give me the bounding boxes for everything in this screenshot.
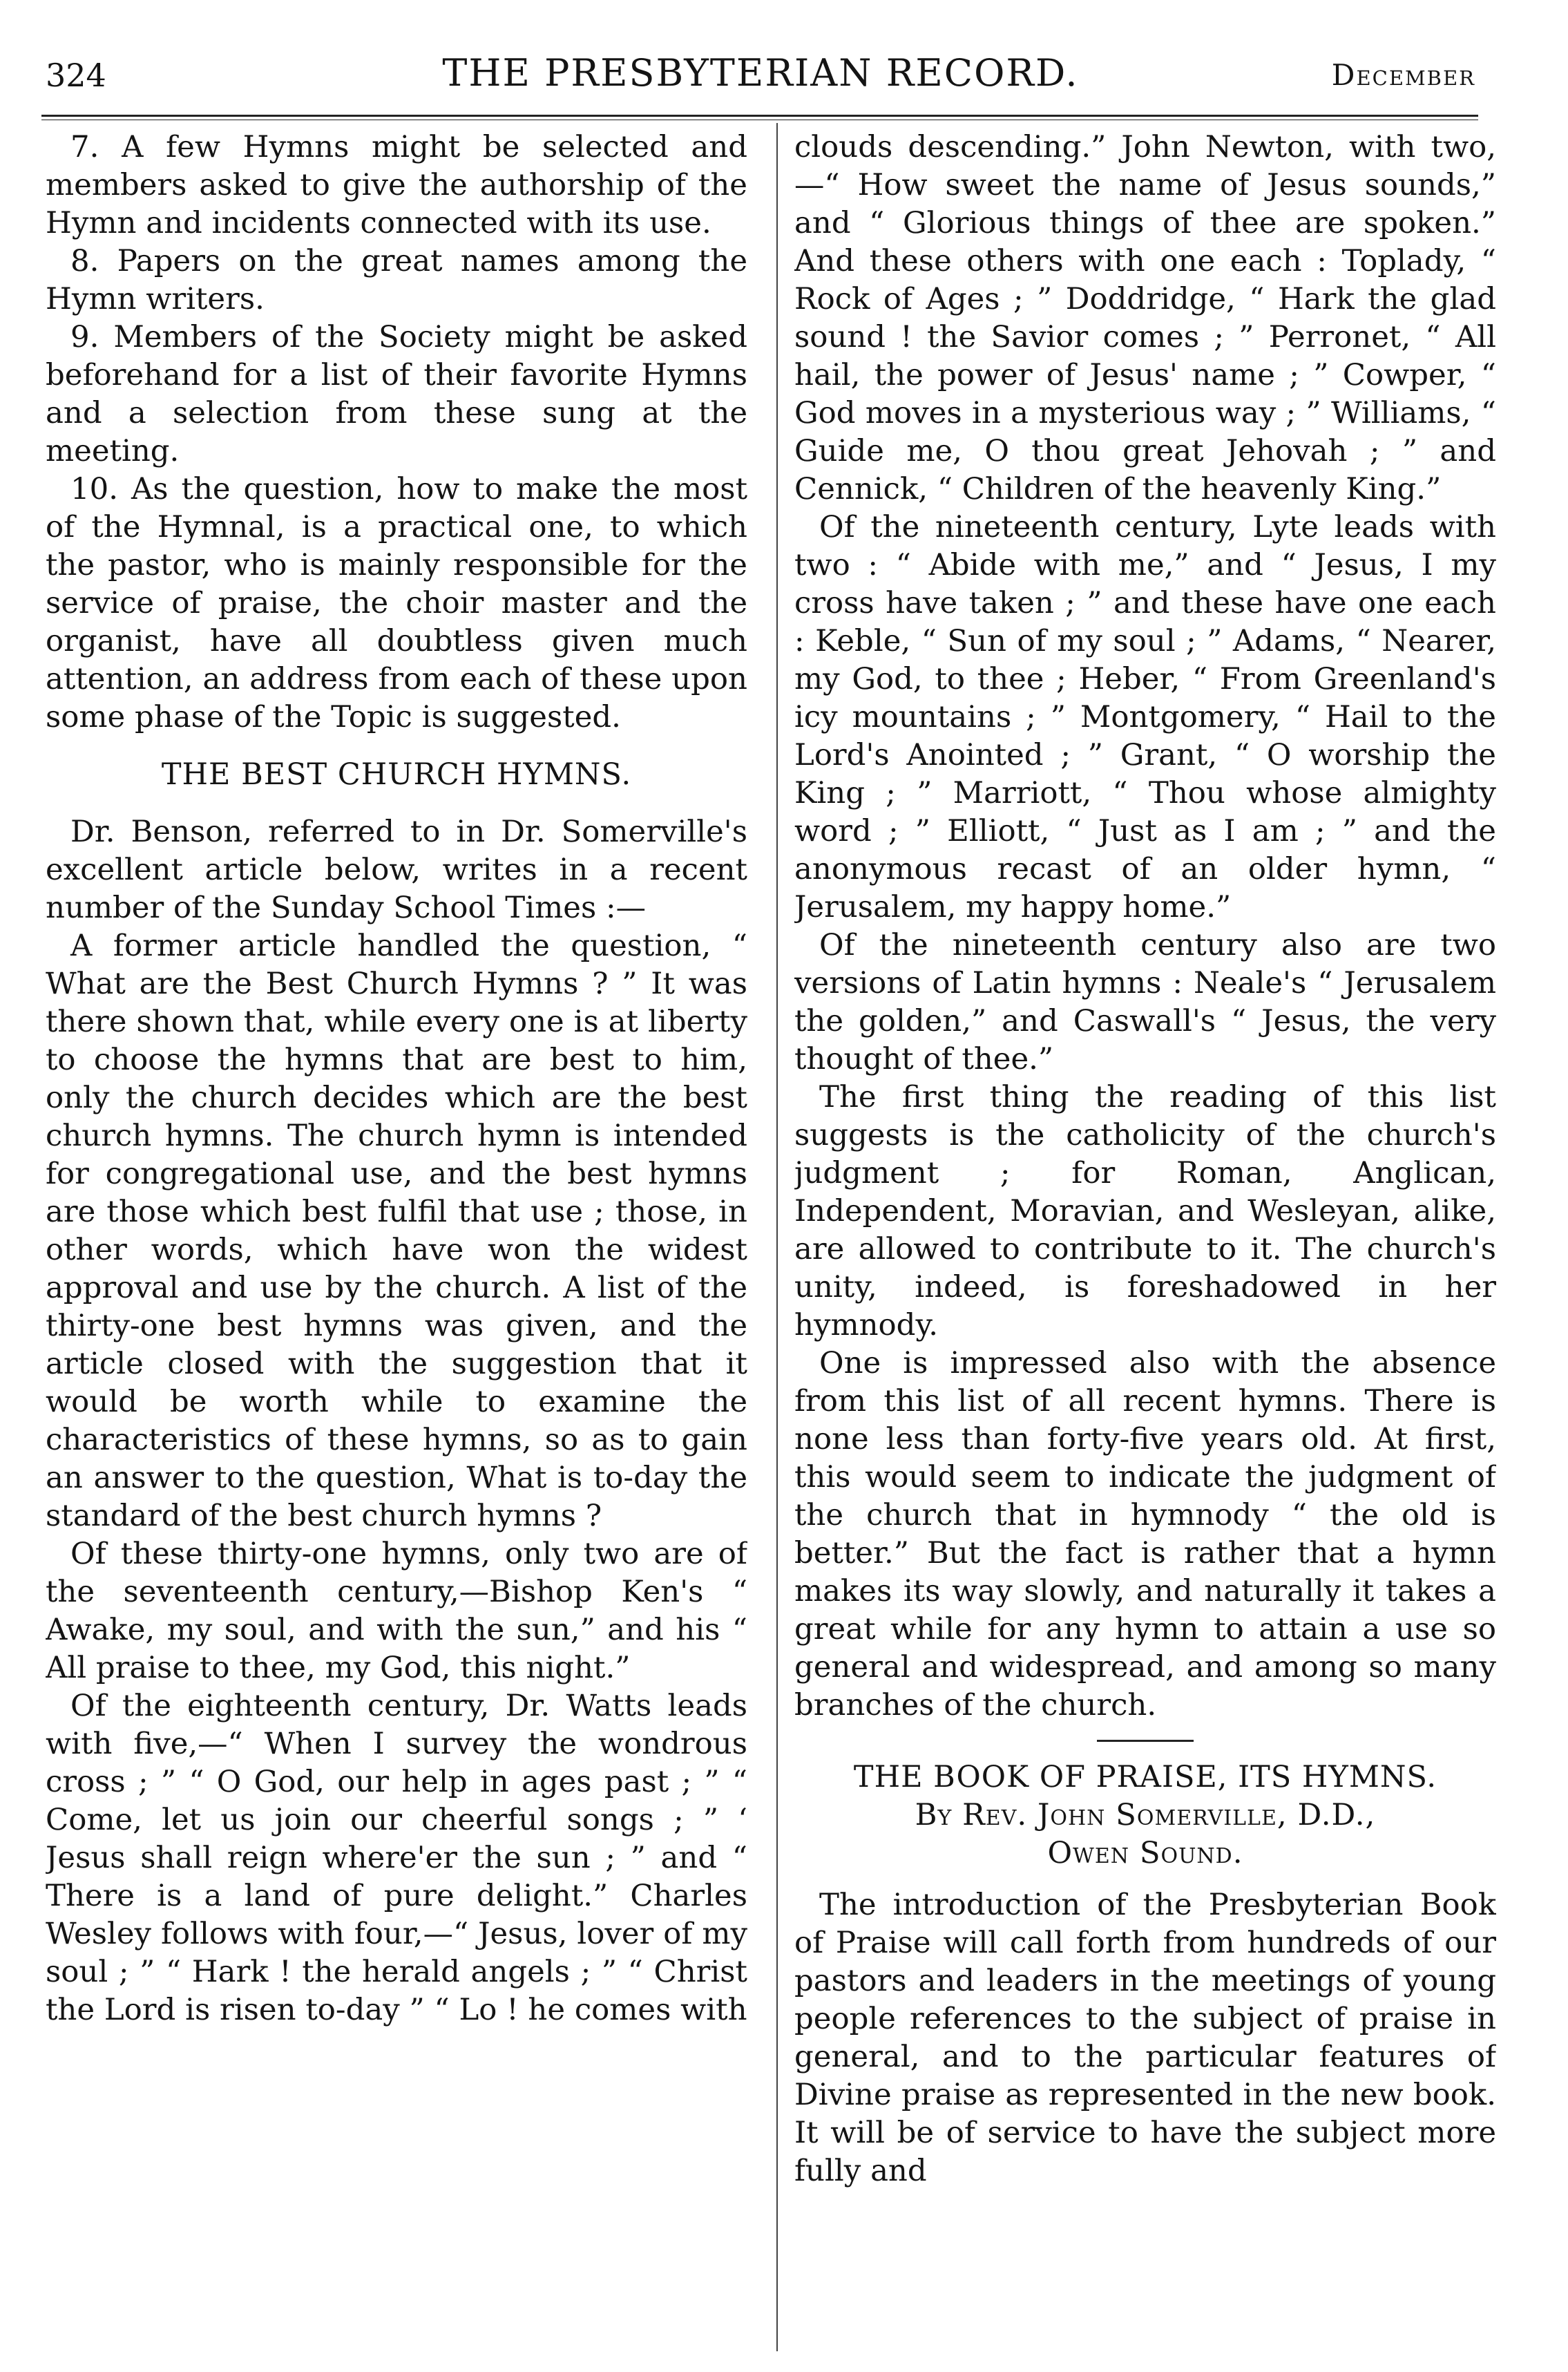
article-paragraph: Dr. Benson, referred to in Dr. Somerville's excellent article below, writes in a recent number of the Sunday School Times :— — [46, 815, 747, 925]
article-paragraph: Of the eighteenth century, Dr. Watts leads with five,—“ When I survey the wondrous cross ; ” “ O God, our help in ages past ; ” “ Come, let us join our cheerful songs ; ” ‘ Jesus shall reign where'er the sun ; ” and “ There is a land of pure delight.” Charles Wesley follows with four,—“ Jesus, lover of my soul ; ” “ Hark ! the herald angels ; ” “ Christ the Lord is risen to-day ” “ Lo ! he comes with — [46, 1689, 747, 2027]
list-item: 9. Members of the Society might be asked beforehand for a list of their favorite Hymns and a selection from these sung at the meeting. — [46, 320, 747, 468]
article-paragraph: Of the nineteenth century also are two versions of Latin hymns : Neale's “ Jerusalem the golden,” and Caswall's “ Jesus, the very thought of thee.” — [794, 928, 1496, 1076]
article-paragraph: Of the nineteenth century, Lyte leads with two : “ Abide with me,” and “ Jesus, I my cross have taken ; ” and these have one each : Keble, “ Sun of my soul ; ” Adams, “ Nearer, my God, to thee ; Heber, “ From Greenland's icy mountains ; ” Montgomery, “ Hail to the Lord's Anointed ; ” Grant, “ O worship the King ; ” Marriott, “ Thou whose almighty word ; ” Elliott, “ Just as I am ; ” and the anonymous recast of an older hymn, “ Jerusalem, my happy home.” — [794, 510, 1496, 924]
article-paragraph: The first thing the reading of this list suggests is the catholicity of the church's judgment ; for Roman, Anglican, Independent, Moravian, and Wesleyan, alike, are allowed to contribute to it. The church's unity, indeed, is foreshadowed in her hymnody. — [794, 1080, 1496, 1342]
header-rule — [41, 115, 1478, 120]
column-divider — [776, 123, 778, 2351]
article-paragraph: A former article handled the question, “ What are the Best Church Hymns ? ” It was there shown that, while every one is at liberty to choose the hymns that are best to him, only the church decides which are the best church hymns. The church hymn is intended for congregational use, and the best hymns are those which best fulfil that use ; those, in other words, which have won the widest approval and use by the church. A list of the thirty-one best hymns was given, and the article closed with the suggestion that it would be worth while to examine the characteristics of these hymns, so as to gain an answer to the question, What is to-day the standard of the best church hymns ? — [46, 929, 747, 1533]
issue-month: December — [1331, 58, 1475, 92]
article-paragraph: clouds descending.” John Newton, with two,—“ How sweet the name of Jesus sounds,” and “ Glorious things of thee are spoken.” And these others with one each : Toplady, “ Rock of Ages ; ” Doddridge, “ Hark the glad sound ! the Savior comes ; ” Perronet, “ All hail, the power of Jesus' name ; ” Cowper, “ God moves in a mysterious way ; ” Williams, “ Guide me, O thou great Jehovah ; ” and Cennick, “ Children of the heavenly King.” — [794, 130, 1496, 506]
right-column — [794, 129, 1496, 2360]
byline-author: By Rev. John Somerville, D.D., — [915, 1798, 1376, 1832]
byline-place: Owen Sound. — [1047, 1836, 1243, 1870]
running-header — [46, 51, 1475, 106]
article-paragraph: Of these thirty-one hymns, only two are of the seventeenth century,—Bishop Ken's “ Awake, my soul, and with the sun,” and his “ All praise to thee, my God, this night.” — [46, 1537, 747, 1685]
section-title-book-of-praise: THE BOOK OF PRAISE, ITS HYMNS. — [853, 1760, 1437, 1794]
article-paragraph: The introduction of the Presbyterian Book of Praise will call forth from hundreds of our pastors and leaders in the meetings of young people references to the subject of praise in general, and to the particular features of Divine praise as represented in the new book. It will be of service to have the subject more fully and — [794, 1888, 1496, 2188]
article-paragraph: One is impressed also with the absence from this list of all recent hymns. There is none less than forty-five years old. At first, this would seem to indicate the judgment of the church that in hymnody “ the old is better.” But the fact is rather that a hymn makes its way slowly, and naturally it takes a great while for any hymn to attain a use so general and widespread, and among so many branches of the church. — [794, 1346, 1496, 1723]
list-item: 7. A few Hymns might be selected and members asked to give the authorship of the Hymn and incidents connected with its use. — [46, 130, 747, 240]
left-column — [46, 129, 747, 2360]
page-number: 324 — [46, 57, 106, 94]
section-title-best-church-hymns: THE BEST CHURCH HYMNS. — [161, 757, 632, 792]
list-item: 8. Papers on the great names among the Hymn writers. — [46, 244, 747, 316]
section-divider-rule — [1097, 1740, 1194, 1742]
list-item: 10. As the question, how to make the most of the Hymnal, is a practical one, to which the pastor, who is mainly responsible for the service of praise, the choir master and the organist, have all doubtless given much attention, an address from each of these upon some phase of the Topic is suggested. — [46, 472, 747, 734]
journal-title: THE PRESBYTERIAN RECORD. — [442, 51, 1079, 95]
